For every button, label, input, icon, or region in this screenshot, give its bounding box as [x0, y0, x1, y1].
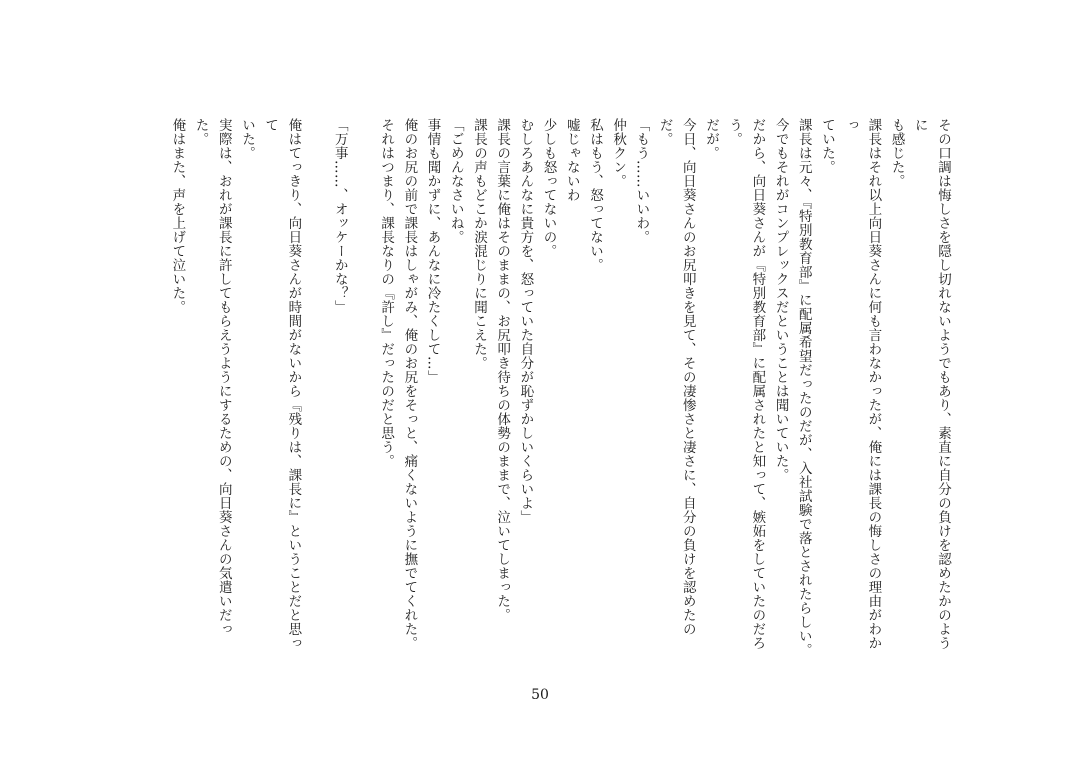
text-line: 私はもう、怒ってない。 — [586, 118, 603, 272]
text-line: 「万事……、オッケーかな？」 — [331, 118, 348, 314]
text-line: 嘘じゃないわ — [563, 118, 580, 202]
text-line: 「ごめんなさいね。 — [447, 118, 464, 244]
text-line: 「もう……いいわ。 — [633, 118, 650, 244]
text-line: 実際は、おれが課長に許してもらえうようにするための、向日葵さんの気遣いだった。 — [192, 118, 232, 636]
text-line: むしろあんなに貴方を、怒っていた自分が恥ずかしいくらいよ」 — [517, 118, 534, 524]
page-number: 50 — [531, 687, 549, 703]
text-line: 事情も聞かずに、あんなに冷たくして…」 — [424, 118, 441, 384]
text-line: 少しも怒ってないの。 — [540, 118, 557, 258]
text-line: 今でもそれがコンプレックスだということは聞いていた。 — [772, 118, 789, 482]
text-line: それはつまり、課長なりの『許し』だったのだと思う。 — [378, 118, 395, 468]
text-line: 俺のお尻の前で課長はしゃがみ、俺のお尻をそっと、痛くないように撫でてくれた。 — [401, 118, 418, 650]
text-line: 課長は元々、『特別教育部』に配属希望だったのだが、入社試験で落とされたらしい。 — [795, 118, 812, 658]
text-line: その口調は悔しさを隠し切れないようでもあり、素直に自分の負けを認めたかのように — [911, 118, 951, 650]
blank-line — [351, 118, 374, 658]
text-line: 課長の声もどこか涙混じりに聞こえた。 — [470, 118, 487, 370]
text-line: 俺はてっきり、向日葵さんが時間がないから『残りは、課長に』ということだと思って — [262, 118, 302, 650]
vertical-text-block — [165, 118, 954, 658]
text-line: だが。 — [702, 118, 719, 160]
blank-line — [304, 118, 327, 658]
text-line: 課長はそれ以上向日葵さんに何も言わなかったが、俺には課長の悔しさの理由がわかっ — [842, 118, 882, 650]
text-line: だから、向日葵さんが『特別教育部』に配属されたと知って、嫉妬をしていたのだろう。 — [726, 118, 766, 650]
text-line: 俺はまた、声を上げて泣いた。 — [169, 118, 186, 314]
text-line: も感じた。 — [888, 118, 905, 188]
text-line: 仲秋クン。 — [610, 118, 627, 188]
text-line: いた。 — [238, 118, 255, 160]
text-line: ていた。 — [818, 118, 835, 174]
text-line: 課長の言葉に俺はそのままの、お尻叩き待ちの体勢のままで、泣いてしまった。 — [494, 118, 511, 622]
text-line: 今日、向日葵さんのお尻叩きを見て、その凄惨さと凄さに、自分の負けを認めたのだ。 — [656, 118, 696, 636]
